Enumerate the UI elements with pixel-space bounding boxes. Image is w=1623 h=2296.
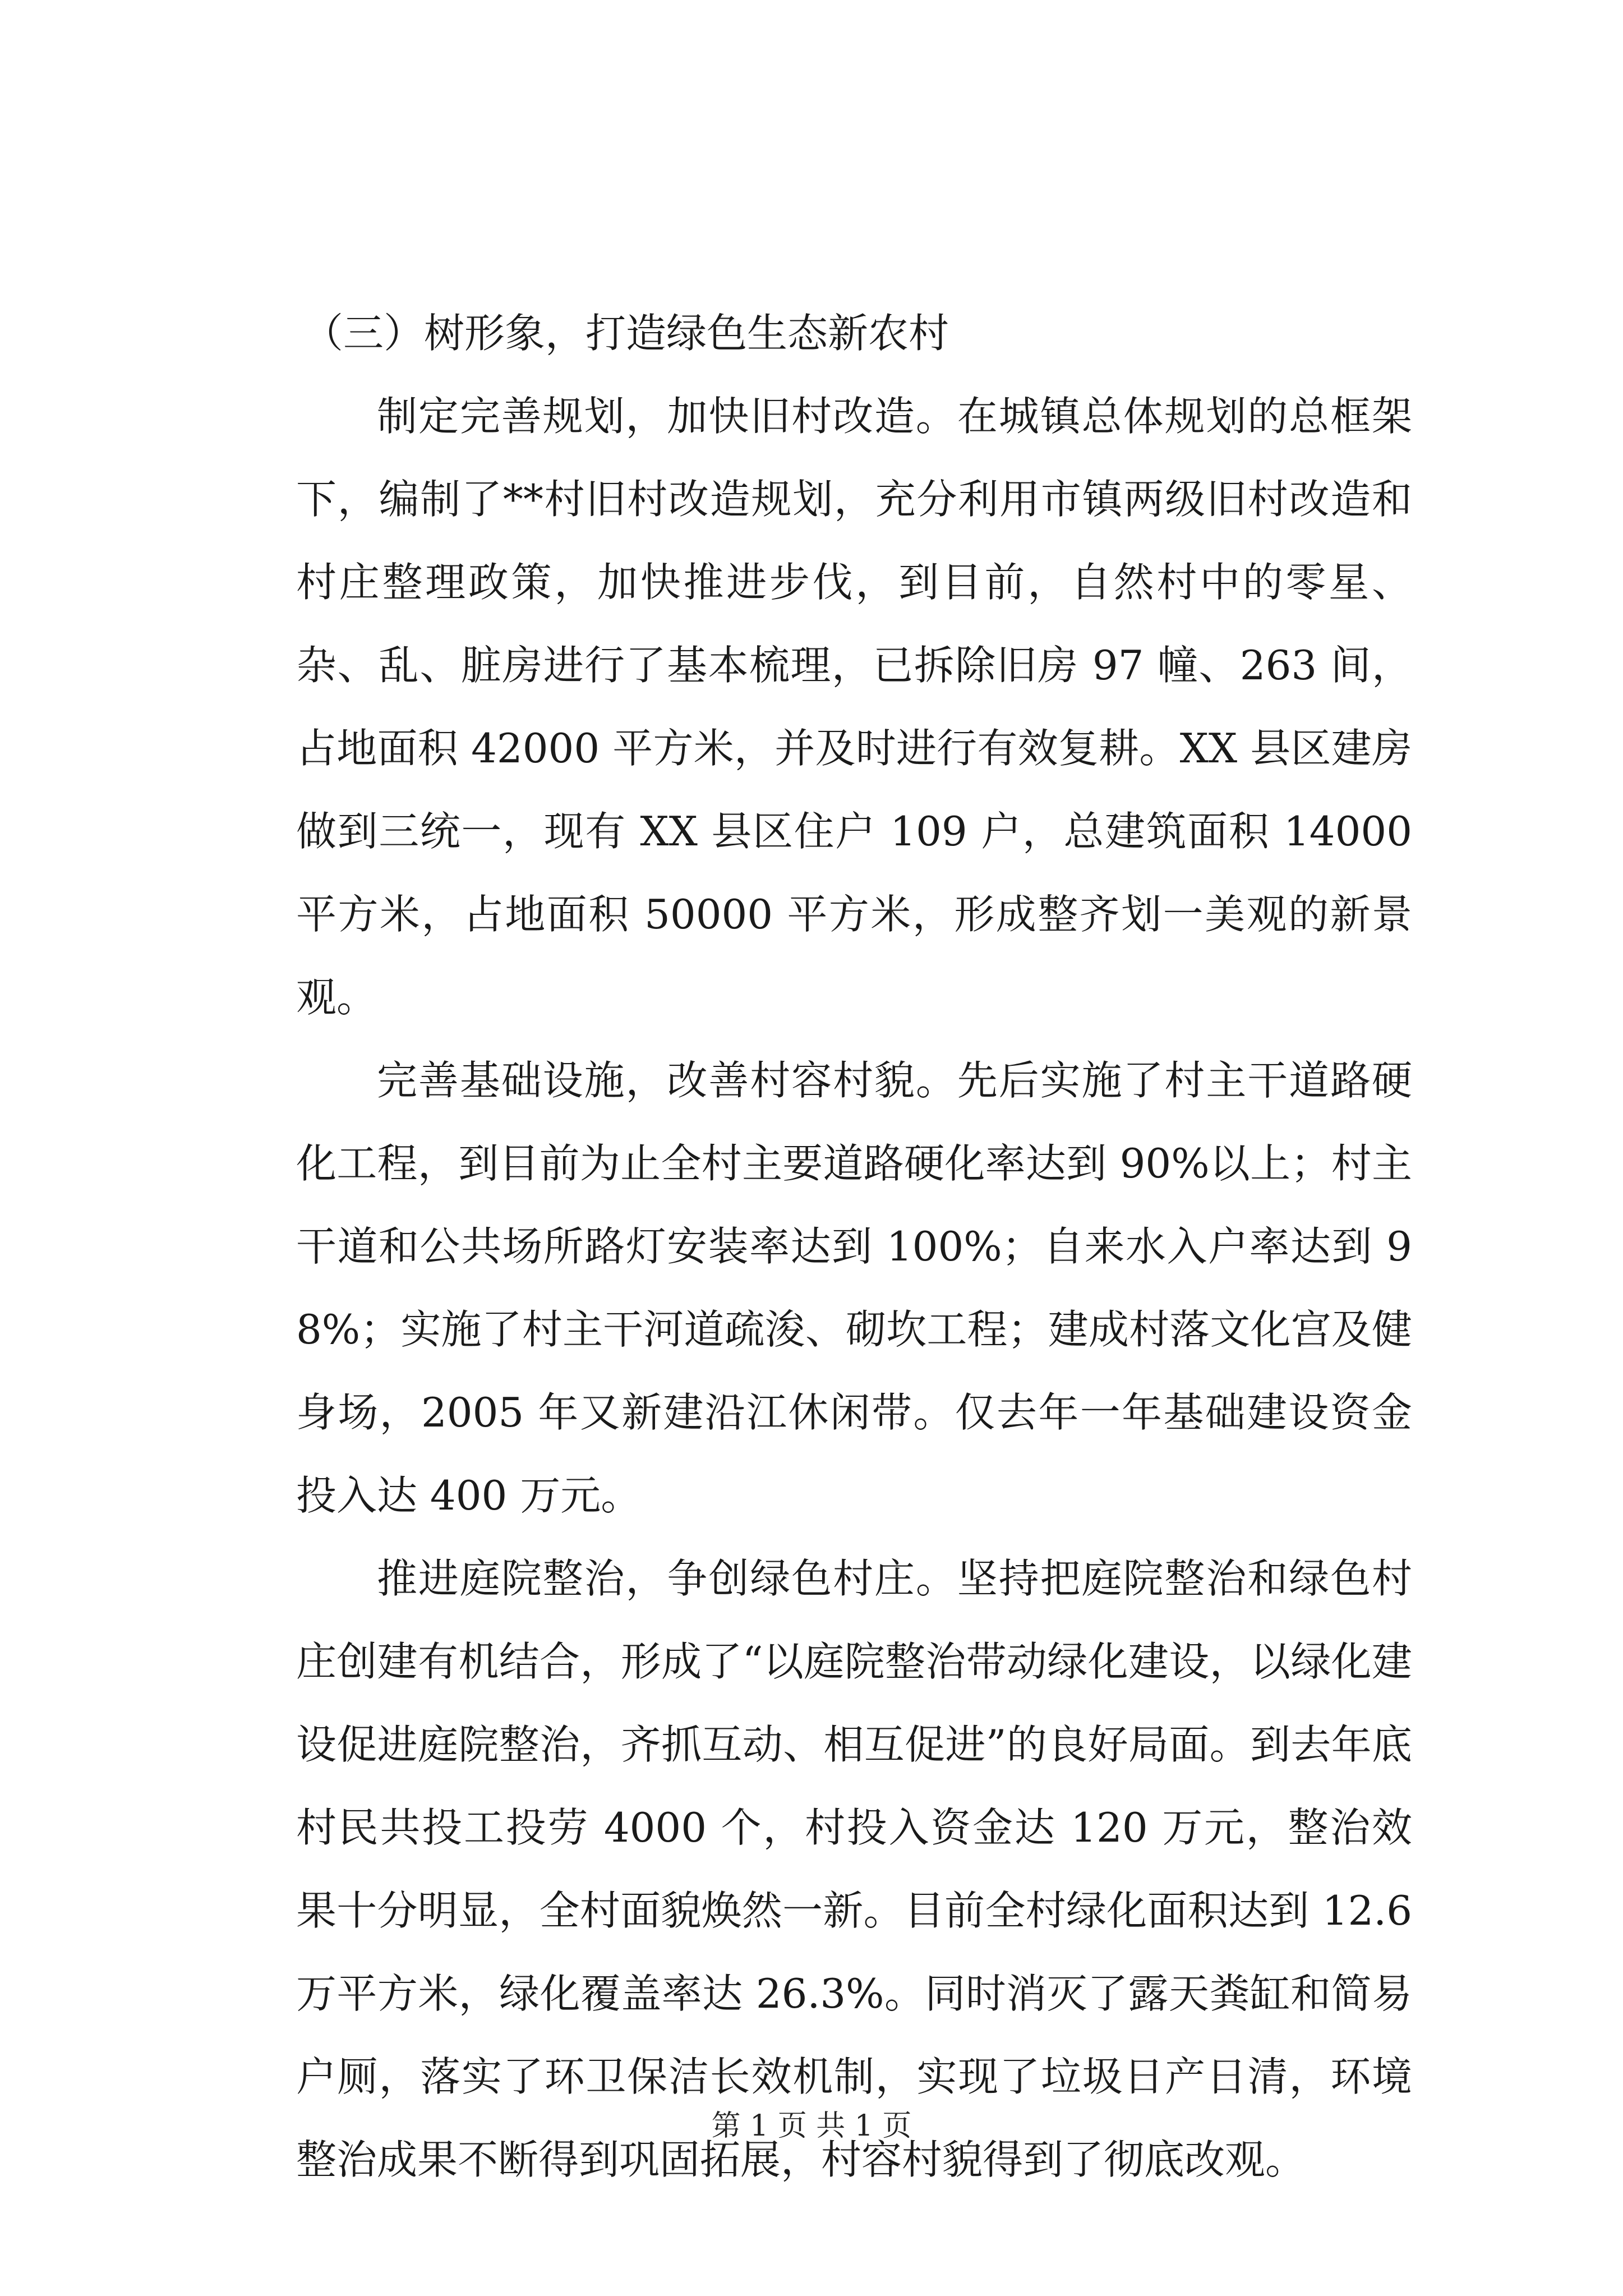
document-body xyxy=(296,292,1412,2201)
section-heading: （三）树形象，打造绿色生态新农村 xyxy=(303,310,949,357)
paragraph-courtyard: 推进庭院整治，争创绿色村庄。坚持把庭院整治和绿色村庄创建有机结合，形成了“以庭院整治带动绿化建设，以绿化建设促进庭院整治，齐抓互动、相互促进”的良好局面。到去年底村民共投工投劳 4000 个，村投入资金达 120 万元，整治效果十分明显，全村面貌焕然一新。目前全村绿化面积达到 12.6 万平方米，绿化覆盖率达 26.3%。同时消灭了露天粪缸和简易户厕，落实了环卫保洁长效机制，实现了垃圾日产日清，环境整治成果不断得到巩固拓展，村容村貌得到了彻底改观。 xyxy=(296,1555,1412,2183)
paragraph-infrastructure: 完善基础设施，改善村容村貌。先后实施了村主干道路硬化工程，到目前为止全村主要道路硬化率达到 90%以上；村主干道和公共场所路灯安装率达到 100%；自来水入户率达到 98%；实施了村主干河道疏浚、砌坎工程；建成村落文化宫及健身场，2005 年又新建沿江休闲带。仅去年一年基础建设资金投入达 400 万元。 xyxy=(296,1057,1412,1519)
page-footer: 第 1 页 共 1 页 xyxy=(711,2109,912,2143)
paragraph-planning: 制定完善规划，加快旧村改造。在城镇总体规划的总框架下，编制了**村旧村改造规划，充分利用市镇两级旧村改造和村庄整理政策，加快推进步伐，到目前，自然村中的零星、杂、乱、脏房进行了基本梳理，已拆除旧房 97 幢、263 间，占地面积 42000 平方米，并及时进行有效复耕。XX 县区建房做到三统一，现有 XX 县区住户 109 户，总建筑面积 14000 平方米，占地面积 50000 平方米，形成整齐划一美观的新景观。 xyxy=(296,393,1412,1021)
